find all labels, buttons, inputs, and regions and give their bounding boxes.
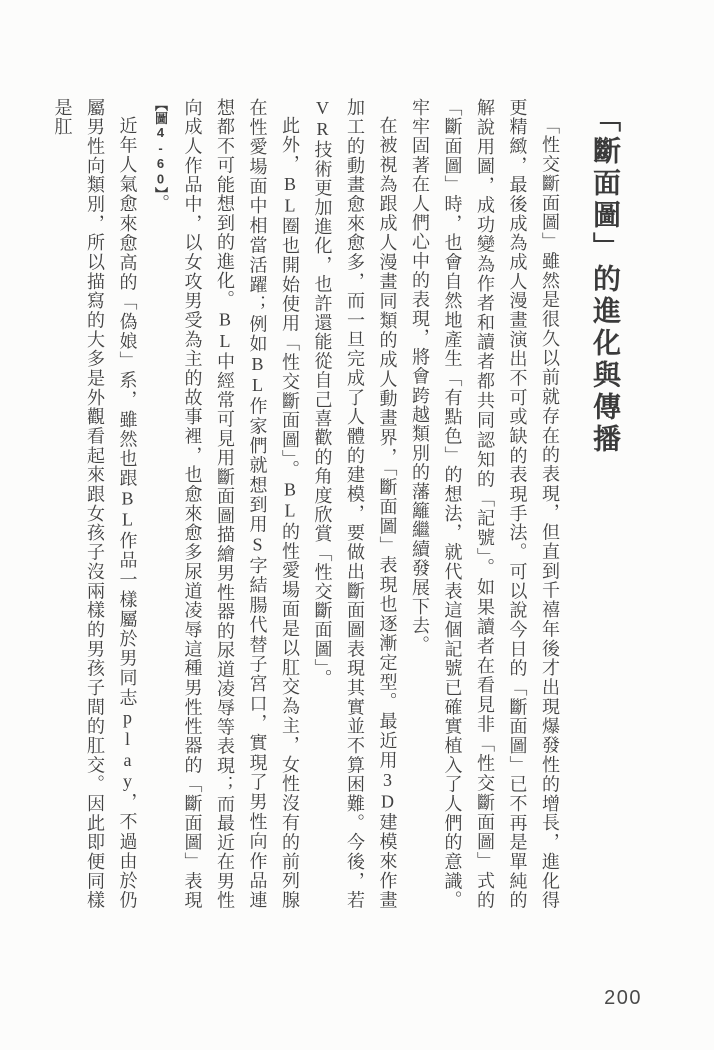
paragraph-1: 「性交斷面圖」雖然是很久以前就存在的表現，但直到千禧年後才出現爆發性的增長，進化得更精緻，最後成為成人漫畫演出不可或缺的表現手法。可以說今日的「斷面圖」已不再是單純的解說用圖，成功變為作者和讀者都共同認知的「記號」。如果讀者在看見非「性交斷面圖」式的「斷面圖」時，也會自然地產生「有點色」的想法，就代表這個記號已確實植入了人們的意識。牢牢固著在人們心中的表現，將會跨越類別的藩籬繼續發展下去。	[410, 98, 560, 910]
vertical-text-block	[46, 98, 626, 910]
paragraph-3	[144, 98, 307, 910]
paragraph-4: 近年人氣愈來愈高的「偽娘」系，雖然也跟BL作品一樣屬於男同志play，不過由於仍屬男性向類別，所以描寫的大多是外觀看起來跟女孩子沒兩樣的男孩子間的肛交。因此即便同樣是肛	[52, 98, 138, 910]
paragraph-3-period: 。	[150, 194, 170, 214]
figure-reference: 【圖4-60】	[153, 98, 168, 194]
paragraph-2: 在被視為跟成人漫畫同類的成人動畫界，「斷面圖」表現也逐漸定型。最近用3D建模來作畫加工的動畫愈來愈多，而一旦完成了人體的建模，要做出斷面圖表現其實並不算困難。今後，若VR技術更加進化，也許還能從自己喜歡的角度欣賞「性交斷面圖」。	[312, 98, 398, 910]
paragraph-3-text: 此外，BL圈也開始使用「性交斷面圖」。BL的性愛場面是以肛交為主，女性沒有的前列腺在性愛場面中相當活躍；例如BL作家們就想到用S字結腸代替子宮口，實現了男性向作品連想都不可能想到的進化。BL中經常可見用斷面圖描繪男性器的尿道凌辱等表現；而最近在男性向成人作品中，以女攻男受為主的故事裡，也愈來愈多尿道凌辱這種男性性器的「斷面圖」表現	[182, 98, 300, 910]
chapter-title: 「斷面圖」的進化與傳播	[589, 104, 620, 456]
page-number: 200	[604, 987, 642, 1009]
